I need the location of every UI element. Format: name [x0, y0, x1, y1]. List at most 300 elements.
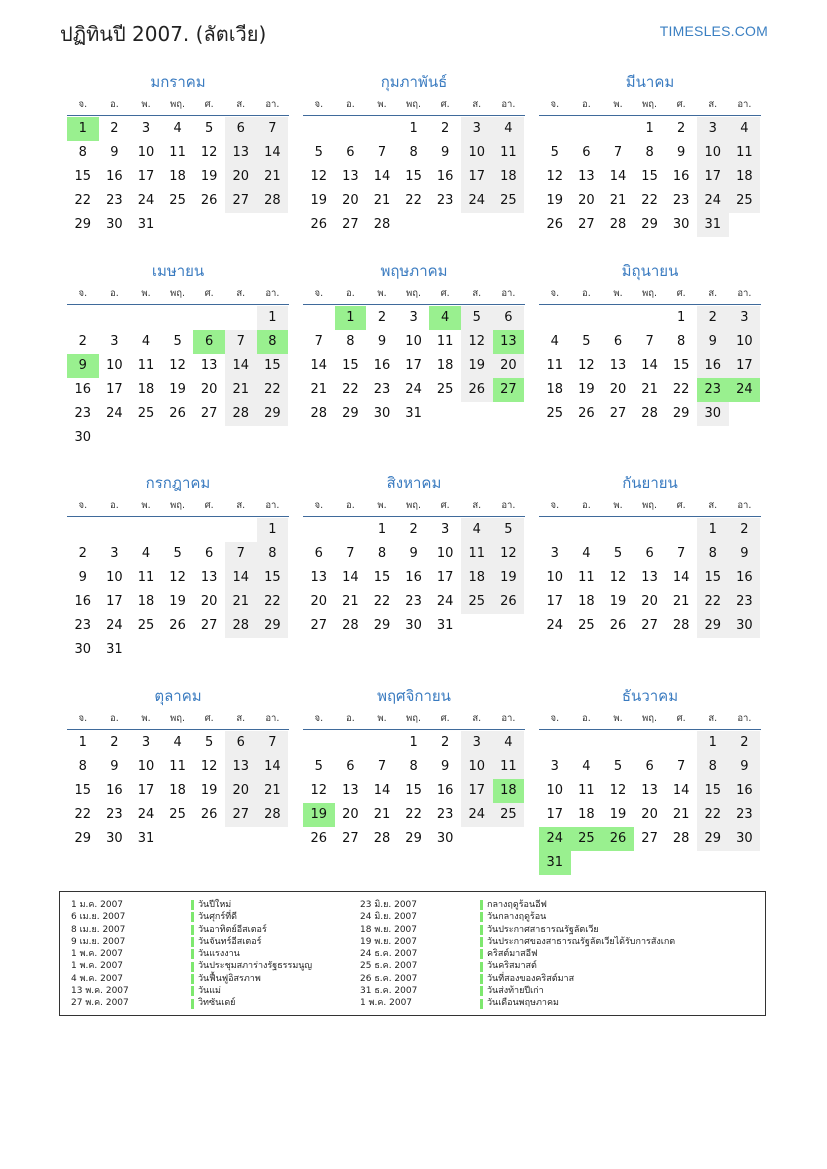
- day-cell: 2: [677, 121, 686, 136]
- day-cell: 24: [697, 189, 729, 213]
- day-cell: 29: [74, 831, 92, 846]
- day-cell: 15: [405, 169, 422, 184]
- day-cell: 11: [493, 755, 525, 779]
- day-cell: 27: [641, 831, 658, 846]
- day-cell: 4: [582, 759, 591, 774]
- day-cell: 3: [141, 735, 151, 750]
- holiday-marker-icon: [191, 925, 194, 935]
- empty-day-cell: [67, 306, 99, 330]
- day-cell: 5: [205, 121, 214, 136]
- day-cell: 19: [461, 354, 493, 378]
- holiday-date: 8 เม.ย. 2007: [71, 924, 126, 935]
- day-cell: 8: [697, 755, 729, 779]
- day-cell: 17: [546, 807, 564, 822]
- day-cell: 9: [78, 570, 87, 585]
- day-cell: 18: [137, 382, 155, 397]
- weekday-label: อ.: [110, 99, 119, 110]
- day-cell: 25: [493, 803, 525, 827]
- day-cell: 6: [645, 759, 654, 774]
- day-grid: [67, 731, 289, 851]
- day-cell: 26: [169, 406, 186, 421]
- weekday-label: ศ.: [676, 99, 686, 110]
- day-cell: 16: [436, 783, 454, 798]
- day-grid: [67, 518, 289, 662]
- day-cell: 28: [609, 217, 627, 232]
- day-cell: 29: [641, 217, 658, 232]
- day-cell: 4: [141, 334, 151, 349]
- day-cell: 22: [697, 803, 729, 827]
- day-cell: 11: [137, 358, 155, 373]
- weekday-label: ส.: [708, 288, 718, 299]
- weekday-label: อ.: [582, 713, 591, 724]
- day-cell: 24: [106, 406, 123, 421]
- site-link[interactable]: TIMESLES.COM: [659, 23, 768, 39]
- day-cell: 3: [461, 731, 493, 755]
- month-name: ธันวาคม: [621, 687, 679, 705]
- day-cell: 18: [578, 807, 595, 822]
- day-cell: 23: [74, 406, 92, 421]
- day-cell: 1: [409, 735, 418, 750]
- weekday-label: จ.: [314, 713, 324, 724]
- holiday-marker-icon: [480, 912, 483, 922]
- holiday-marker-icon: [480, 986, 483, 996]
- day-cell: 4: [493, 731, 525, 755]
- weekday-label: จ.: [550, 713, 560, 724]
- day-cell: 13: [342, 783, 359, 798]
- empty-day-cell: [162, 306, 194, 330]
- holiday-name: วันจันทร์อีสเตอร์: [198, 936, 262, 947]
- day-cell: 21: [225, 378, 257, 402]
- day-cell: 1: [697, 731, 729, 755]
- empty-day-cell: [99, 518, 131, 542]
- empty-day-cell: [335, 117, 367, 141]
- day-grid: [303, 306, 525, 426]
- day-cell: 7: [314, 334, 323, 349]
- weekday-label: พ.: [613, 713, 623, 724]
- day-cell: 24: [137, 193, 155, 208]
- day-cell: 5: [582, 334, 591, 349]
- day-cell: 24: [461, 189, 493, 213]
- day-cell: 26: [200, 193, 218, 208]
- weekday-label: ศ.: [204, 500, 214, 511]
- day-cell: 25: [578, 618, 595, 633]
- empty-day-cell: [130, 306, 162, 330]
- day-cell: 14: [225, 354, 257, 378]
- legend-row: [71, 948, 312, 960]
- holiday-name: วันประชุมสภาร่างรัฐธรรมนูญ: [198, 961, 313, 972]
- weekday-label: ส.: [708, 713, 718, 724]
- weekday-header: [67, 284, 289, 305]
- day-cell: 3: [550, 546, 559, 561]
- day-cell: 10: [106, 570, 123, 585]
- day-cell: 4: [550, 334, 559, 349]
- day-cell: 4: [173, 735, 182, 750]
- day-cell: 13: [641, 783, 658, 798]
- day-cell: 21: [257, 779, 289, 803]
- holiday-name: วันปีใหม่: [198, 900, 232, 910]
- day-cell: 26: [493, 590, 525, 614]
- day-cell: 18: [729, 165, 761, 189]
- day-cell: 23: [729, 590, 761, 614]
- page-title: ปฏิทินปี 2007. (ลัตเวีย): [60, 22, 267, 46]
- day-cell: 19: [310, 193, 328, 208]
- day-cell: 22: [257, 590, 289, 614]
- month-name: กันยายน: [622, 474, 678, 492]
- day-cell: 14: [257, 755, 289, 779]
- weekday-label: จ.: [550, 288, 560, 299]
- weekday-label: ศ.: [440, 500, 450, 511]
- month-name: ตุลาคม: [154, 687, 202, 705]
- day-cell: 5: [173, 546, 182, 561]
- empty-day-cell: [539, 731, 571, 755]
- day-cell: 18: [546, 382, 564, 397]
- holiday-name: วันประกาศของสาธารณรัฐลัตเวียได้รับการสังเกต: [487, 936, 676, 947]
- day-grid: [303, 731, 525, 851]
- day-cell: 15: [672, 358, 690, 373]
- empty-day-cell: [366, 117, 398, 141]
- day-cell: 17: [405, 358, 422, 373]
- weekday-header: [67, 709, 289, 730]
- day-cell: 13: [225, 141, 257, 165]
- day-cell: 21: [672, 807, 690, 822]
- weekday-label: จ.: [314, 99, 324, 110]
- weekday-label: อา.: [737, 500, 752, 511]
- holiday-day-cell: 27: [493, 378, 525, 402]
- day-cell: 27: [200, 406, 218, 421]
- empty-day-cell: [225, 518, 257, 542]
- empty-day-cell: [99, 306, 131, 330]
- day-cell: 10: [697, 141, 729, 165]
- day-cell: 10: [461, 141, 493, 165]
- day-cell: 13: [225, 755, 257, 779]
- day-cell: 17: [137, 783, 155, 798]
- day-cell: 27: [578, 217, 595, 232]
- day-cell: 15: [697, 566, 729, 590]
- day-cell: 12: [310, 783, 328, 798]
- weekday-label: อ.: [110, 713, 119, 724]
- day-cell: 21: [672, 594, 690, 609]
- holiday-marker-icon: [480, 974, 483, 984]
- day-cell: 18: [169, 783, 186, 798]
- legend-row: [71, 924, 312, 936]
- day-cell: 1: [257, 306, 289, 330]
- day-cell: 30: [729, 827, 761, 851]
- legend-row: [71, 899, 312, 911]
- day-cell: 5: [613, 546, 623, 561]
- day-cell: 7: [225, 542, 257, 566]
- day-cell: 8: [677, 334, 686, 349]
- day-cell: 11: [169, 145, 186, 160]
- day-cell: 28: [225, 402, 257, 426]
- holiday-date: 25 ธ.ค. 2007: [360, 961, 418, 972]
- day-cell: 8: [257, 542, 289, 566]
- day-cell: 6: [225, 117, 257, 141]
- day-cell: 17: [106, 594, 123, 609]
- holiday-day-cell: 26: [602, 827, 634, 851]
- day-cell: 11: [578, 570, 595, 585]
- day-cell: 30: [74, 430, 92, 445]
- day-cell: 13: [200, 358, 218, 373]
- day-cell: 6: [205, 546, 214, 561]
- weekday-label: อา.: [737, 99, 752, 110]
- month-name: พฤศจิกายน: [377, 687, 451, 705]
- weekday-label: พ.: [377, 500, 387, 511]
- day-cell: 24: [405, 382, 422, 397]
- month-calendar: [539, 71, 761, 237]
- holiday-date: 13 พ.ค. 2007: [71, 986, 129, 997]
- day-cell: 8: [697, 542, 729, 566]
- day-cell: 22: [697, 590, 729, 614]
- day-cell: 17: [546, 594, 564, 609]
- weekday-header: [67, 496, 289, 517]
- weekday-label: อ.: [346, 713, 355, 724]
- empty-day-cell: [602, 731, 634, 755]
- day-cell: 7: [225, 330, 257, 354]
- day-cell: 8: [409, 145, 418, 160]
- day-cell: 23: [436, 807, 454, 822]
- weekday-header: [303, 496, 525, 517]
- month-calendar: [539, 685, 761, 875]
- day-cell: 21: [609, 193, 627, 208]
- day-cell: 12: [578, 358, 595, 373]
- day-cell: 22: [74, 807, 92, 822]
- day-cell: 25: [137, 618, 155, 633]
- day-cell: 5: [461, 306, 493, 330]
- weekday-label: พฤ.: [406, 288, 422, 299]
- day-cell: 26: [461, 378, 493, 402]
- day-cell: 2: [729, 518, 761, 542]
- holiday-marker-icon: [480, 937, 483, 947]
- empty-day-cell: [366, 731, 398, 755]
- day-cell: 5: [550, 145, 559, 160]
- weekday-label: จ.: [78, 288, 88, 299]
- day-cell: 10: [106, 358, 123, 373]
- empty-day-cell: [303, 731, 335, 755]
- day-cell: 3: [141, 121, 151, 136]
- day-cell: 30: [74, 642, 92, 657]
- day-cell: 29: [697, 827, 729, 851]
- weekday-label: ส.: [236, 288, 246, 299]
- day-grid: [539, 117, 761, 237]
- day-cell: 27: [609, 406, 627, 421]
- day-cell: 21: [225, 590, 257, 614]
- day-cell: 6: [613, 334, 623, 349]
- day-cell: 7: [257, 117, 289, 141]
- holiday-date: 19 พ.ย. 2007: [360, 936, 418, 947]
- empty-day-cell: [539, 117, 571, 141]
- day-cell: 27: [342, 217, 359, 232]
- day-cell: 4: [493, 117, 525, 141]
- day-cell: 30: [729, 614, 761, 638]
- day-cell: 18: [578, 594, 595, 609]
- day-cell: 15: [257, 354, 289, 378]
- day-cell: 20: [225, 165, 257, 189]
- month-name: มีนาคม: [625, 73, 675, 91]
- day-cell: 31: [137, 831, 155, 846]
- day-cell: 29: [697, 614, 729, 638]
- legend-row: [360, 948, 675, 960]
- weekday-label: ส.: [236, 99, 246, 110]
- day-cell: 4: [729, 117, 761, 141]
- day-grid: [539, 518, 761, 638]
- holiday-day-cell: 18: [493, 779, 525, 803]
- day-cell: 15: [342, 358, 359, 373]
- day-grid: [67, 117, 289, 237]
- holiday-name: วันกลางฤดูร้อน: [487, 912, 547, 923]
- day-cell: 9: [441, 145, 450, 160]
- day-cell: 18: [137, 594, 155, 609]
- weekday-label: พฤ.: [642, 713, 658, 724]
- day-cell: 8: [409, 759, 418, 774]
- day-cell: 18: [436, 358, 454, 373]
- day-cell: 12: [200, 145, 218, 160]
- day-cell: 13: [310, 570, 328, 585]
- holiday-name: วันฟื้นฟูอิสรภาพ: [198, 973, 261, 984]
- weekday-label: พ.: [613, 288, 623, 299]
- weekday-label: ส.: [708, 500, 718, 511]
- empty-day-cell: [634, 731, 666, 755]
- day-cell: 28: [641, 406, 658, 421]
- day-cell: 3: [729, 306, 761, 330]
- legend-row: [360, 960, 675, 972]
- holiday-date: 27 พ.ค. 2007: [71, 998, 129, 1009]
- day-cell: 21: [257, 165, 289, 189]
- day-cell: 30: [672, 217, 690, 232]
- holiday-day-cell: 19: [303, 803, 335, 827]
- empty-day-cell: [225, 306, 257, 330]
- day-cell: 10: [461, 755, 493, 779]
- weekday-label: อา.: [265, 500, 280, 511]
- day-cell: 19: [546, 193, 564, 208]
- month-calendar: [67, 472, 289, 662]
- day-cell: 24: [546, 618, 564, 633]
- holiday-day-cell: 1: [67, 117, 99, 141]
- day-cell: 2: [110, 121, 119, 136]
- day-cell: 11: [546, 358, 564, 373]
- day-cell: 2: [441, 121, 450, 136]
- day-cell: 11: [137, 570, 155, 585]
- day-cell: 12: [169, 358, 186, 373]
- weekday-header: [539, 496, 761, 517]
- day-cell: 22: [672, 382, 690, 397]
- holiday-day-cell: 25: [571, 827, 603, 851]
- day-cell: 30: [697, 402, 729, 426]
- weekday-label: ศ.: [204, 99, 214, 110]
- holiday-date: 23 มิ.ย. 2007: [360, 900, 418, 910]
- empty-day-cell: [303, 306, 335, 330]
- day-cell: 29: [405, 831, 422, 846]
- day-cell: 27: [641, 618, 658, 633]
- day-cell: 20: [641, 594, 658, 609]
- day-cell: 7: [346, 546, 355, 561]
- weekday-label: อา.: [501, 288, 516, 299]
- day-cell: 31: [106, 642, 123, 657]
- legend-column-left: [71, 899, 312, 1010]
- day-cell: 1: [645, 121, 654, 136]
- day-cell: 26: [609, 618, 627, 633]
- weekday-label: พ.: [141, 713, 151, 724]
- month-name: มิถุนายน: [621, 262, 679, 280]
- day-cell: 22: [405, 807, 422, 822]
- day-cell: 3: [110, 546, 119, 561]
- day-cell: 6: [314, 546, 323, 561]
- weekday-label: ศ.: [440, 713, 450, 724]
- holiday-name: วันศุกร์ที่ดี: [198, 912, 237, 923]
- day-cell: 15: [641, 169, 658, 184]
- weekday-label: จ.: [550, 500, 560, 511]
- day-cell: 21: [373, 807, 391, 822]
- day-cell: 25: [169, 807, 186, 822]
- day-cell: 19: [578, 382, 595, 397]
- day-cell: 22: [74, 193, 92, 208]
- holiday-marker-icon: [191, 937, 194, 947]
- day-cell: 11: [729, 141, 761, 165]
- holiday-day-cell: 6: [193, 330, 225, 354]
- weekday-label: พฤ.: [406, 500, 422, 511]
- weekday-label: ศ.: [204, 713, 214, 724]
- empty-day-cell: [634, 518, 666, 542]
- weekday-label: อ.: [110, 288, 119, 299]
- weekday-label: อา.: [265, 99, 280, 110]
- day-cell: 26: [578, 406, 595, 421]
- day-cell: 10: [729, 330, 761, 354]
- day-cell: 2: [110, 735, 119, 750]
- day-cell: 5: [314, 145, 323, 160]
- day-cell: 19: [169, 594, 186, 609]
- weekday-label: อ.: [582, 99, 591, 110]
- weekday-label: พ.: [613, 500, 623, 511]
- day-cell: 20: [342, 193, 359, 208]
- legend-column-right: [360, 899, 675, 1010]
- weekday-label: อ.: [346, 288, 355, 299]
- day-cell: 9: [697, 330, 729, 354]
- weekday-label: อา.: [737, 713, 752, 724]
- day-cell: 20: [200, 594, 218, 609]
- empty-day-cell: [634, 306, 666, 330]
- day-cell: 23: [436, 193, 454, 208]
- day-cell: 24: [137, 807, 155, 822]
- day-cell: 29: [257, 614, 289, 638]
- day-cell: 28: [257, 803, 289, 827]
- weekday-header: [67, 95, 289, 116]
- day-cell: 23: [729, 803, 761, 827]
- weekday-label: ส.: [708, 99, 718, 110]
- day-cell: 2: [409, 522, 418, 537]
- weekday-label: ศ.: [676, 288, 686, 299]
- month-name: มกราคม: [150, 73, 206, 91]
- month-calendar: [67, 685, 289, 851]
- holiday-marker-icon: [480, 925, 483, 935]
- legend-row: [360, 973, 675, 985]
- empty-day-cell: [303, 117, 335, 141]
- weekday-label: ศ.: [676, 713, 686, 724]
- legend-row: [71, 960, 312, 972]
- day-cell: 21: [310, 382, 328, 397]
- holiday-day-cell: 24: [729, 378, 761, 402]
- weekday-label: พ.: [613, 99, 623, 110]
- day-cell: 14: [257, 141, 289, 165]
- day-cell: 3: [697, 117, 729, 141]
- empty-day-cell: [602, 117, 634, 141]
- day-cell: 8: [346, 334, 355, 349]
- weekday-header: [539, 284, 761, 305]
- weekday-label: ส.: [236, 713, 246, 724]
- day-cell: 7: [257, 731, 289, 755]
- day-cell: 25: [546, 406, 564, 421]
- day-cell: 18: [169, 169, 186, 184]
- day-cell: 24: [106, 618, 123, 633]
- month-name: สิงหาคม: [386, 474, 442, 492]
